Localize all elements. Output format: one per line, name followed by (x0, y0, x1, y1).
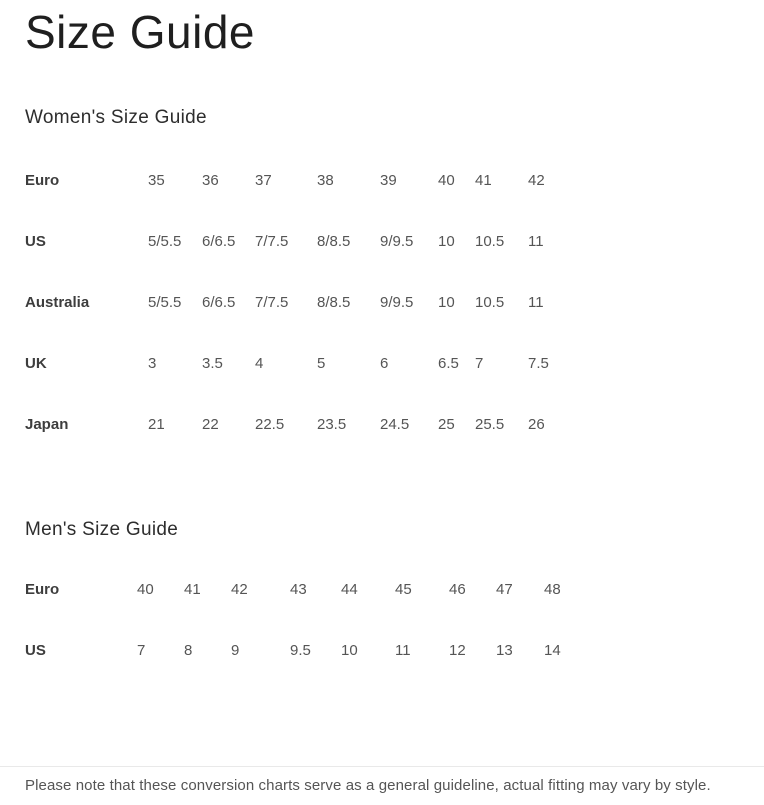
page-title: Size Guide (25, 6, 256, 58)
size-value: 7/7.5 (255, 294, 289, 312)
size-value: 48 (544, 581, 561, 599)
size-value: 10 (438, 233, 455, 251)
size-row-label: US (25, 642, 46, 660)
size-value: 13 (496, 642, 513, 660)
size-value: 38 (317, 172, 334, 190)
size-value: 22.5 (255, 416, 285, 434)
size-value: 5/5.5 (148, 294, 182, 312)
size-value: 46 (449, 581, 466, 599)
size-value: 10 (341, 642, 358, 660)
size-value: 26 (528, 416, 545, 434)
size-value: 3.5 (202, 355, 223, 373)
size-row (25, 620, 739, 681)
size-row-label: Australia (25, 294, 90, 312)
size-row (25, 333, 739, 394)
size-value: 9.5 (290, 642, 311, 660)
size-row-label: Euro (25, 172, 60, 190)
size-row-label: UK (25, 355, 47, 373)
size-value: 24.5 (380, 416, 410, 434)
size-row-label: US (25, 233, 46, 251)
footer-divider (0, 766, 764, 805)
footer-note: Please note that these conversion charts serve as a general guideline, actual fitting may vary by style. (25, 777, 711, 795)
size-value: 40 (137, 581, 154, 599)
size-value: 14 (544, 642, 561, 660)
size-row (25, 272, 739, 333)
mens-section-title: Men's Size Guide (25, 519, 179, 541)
size-row (25, 559, 739, 620)
size-value: 21 (148, 416, 165, 434)
size-value: 3 (148, 355, 157, 373)
size-value: 44 (341, 581, 358, 599)
size-row-label: Japan (25, 416, 69, 434)
size-value: 42 (231, 581, 248, 599)
womens-section-title: Women's Size Guide (25, 107, 207, 129)
size-value: 7/7.5 (255, 233, 289, 251)
size-value: 8/8.5 (317, 294, 351, 312)
size-value: 7 (475, 355, 484, 373)
size-value: 11 (528, 233, 544, 251)
size-value: 6/6.5 (202, 233, 236, 251)
size-value: 5/5.5 (148, 233, 182, 251)
size-value: 8 (184, 642, 193, 660)
size-value: 41 (475, 172, 492, 190)
size-value: 12 (449, 642, 466, 660)
size-value: 35 (148, 172, 165, 190)
size-value: 6.5 (438, 355, 459, 373)
size-value: 25.5 (475, 416, 505, 434)
size-value: 9 (231, 642, 240, 660)
size-row (25, 150, 739, 211)
size-value: 10.5 (475, 233, 505, 251)
size-value: 10.5 (475, 294, 505, 312)
size-value: 11 (528, 294, 544, 312)
size-value: 37 (255, 172, 272, 190)
size-value: 41 (184, 581, 201, 599)
size-value: 36 (202, 172, 219, 190)
size-value: 9/9.5 (380, 294, 414, 312)
size-value: 6/6.5 (202, 294, 236, 312)
size-value: 9/9.5 (380, 233, 414, 251)
size-value: 5 (317, 355, 326, 373)
size-value: 8/8.5 (317, 233, 351, 251)
womens-size-table (25, 150, 739, 455)
size-value: 42 (528, 172, 545, 190)
size-value: 4 (255, 355, 264, 373)
size-value: 11 (395, 642, 411, 660)
size-value: 22 (202, 416, 219, 434)
size-value: 7 (137, 642, 146, 660)
size-value: 40 (438, 172, 455, 190)
size-value: 43 (290, 581, 307, 599)
size-value: 7.5 (528, 355, 549, 373)
size-row (25, 394, 739, 455)
size-value: 45 (395, 581, 412, 599)
size-value: 25 (438, 416, 455, 434)
size-value: 10 (438, 294, 455, 312)
size-row-label: Euro (25, 581, 60, 599)
size-value: 6 (380, 355, 389, 373)
size-value: 23.5 (317, 416, 347, 434)
size-row (25, 211, 739, 272)
mens-size-table (25, 559, 739, 681)
size-value: 47 (496, 581, 513, 599)
size-value: 39 (380, 172, 397, 190)
